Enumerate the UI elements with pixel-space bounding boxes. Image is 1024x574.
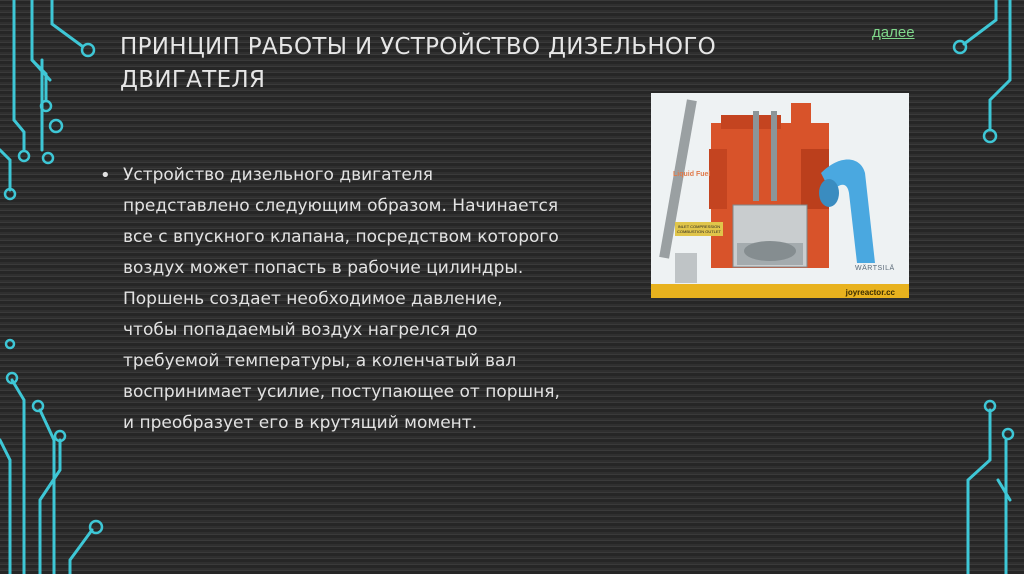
brand-label: WÄRTSILÄ: [855, 265, 895, 272]
caption-text: joyreactor.cc: [845, 288, 895, 297]
bullet-list: [100, 160, 560, 439]
fuel-label: Liquid Fuel: [673, 171, 711, 178]
engine-illustration: [651, 93, 909, 298]
bullet-icon: •: [100, 165, 111, 186]
bullet-text: Устройство дизельного двигателя представлено следующим образом. Начинается все с впускного клапана, посредством которого воздух может попасть в рабочие цилиндры. Поршень создает необходимое давление, чтобы попадаемый воздух нагрелся до требуемой температуры, а коленчатый вал воспринимает усилие, поступающее от поршня, и преобразует его в крутящий момент.: [123, 165, 560, 433]
caption-bar: [651, 284, 909, 298]
next-link[interactable]: далее: [872, 24, 915, 41]
stage-label: INLET COMPRESSION COMBUSTION OUTLET: [677, 224, 722, 234]
bullet-item: [100, 160, 560, 439]
slide-title: ПРИНЦИП РАБОТЫ И УСТРОЙСТВО ДИЗЕЛЬНОГО ДВИГАТЕЛЯ: [120, 34, 717, 93]
